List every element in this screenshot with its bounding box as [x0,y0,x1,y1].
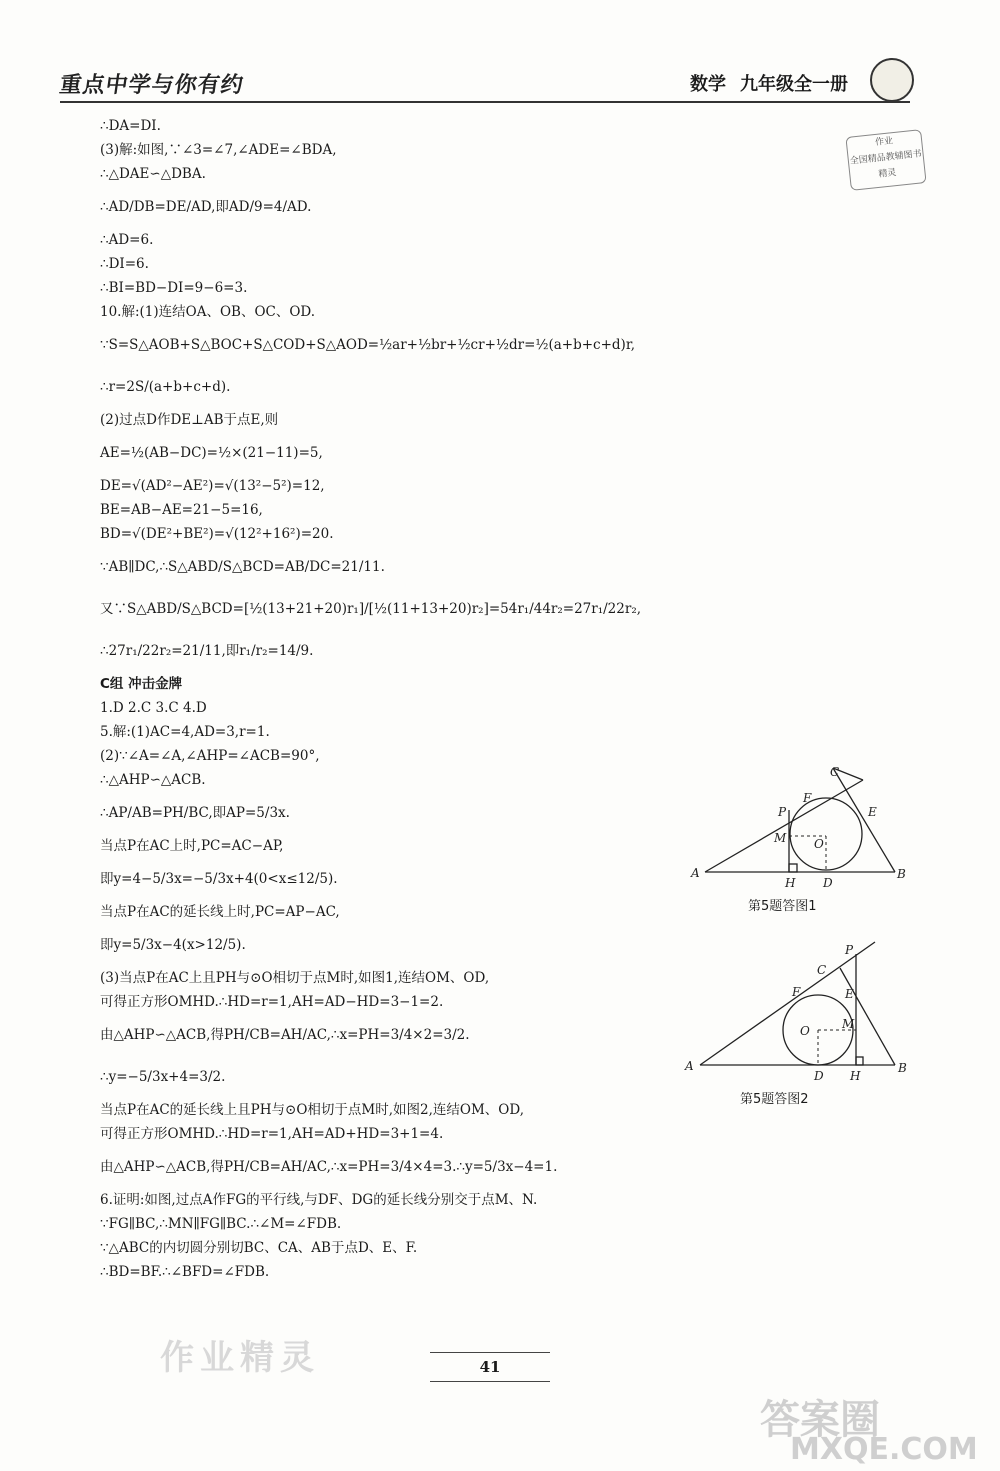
text-line: 当点P在AC的延长线上时,PC=AP−AC, [100,904,340,920]
text-line: 当点P在AC的延长线上且PH与⊙O相切于点M时,如图2,连结OM、OD, [100,1102,524,1118]
text-line: 1.D 2.C 3.C 4.D [100,700,207,716]
text-line: 可得正方形OMHD.∴HD=r=1,AH=AD+HD=3+1=4. [100,1126,444,1142]
fig2-label-P: P [845,943,854,957]
text-line: ∵FG∥BC,∴MN∥FG∥BC.∴∠M=∠FDB. [100,1216,342,1232]
text-line: 10.解:(1)连结OA、OB、OC、OD. [100,304,316,320]
stamp-line1: 作业 [874,136,894,149]
text-line: ∴AD=6. [100,232,154,248]
stamp-line3: 精灵 [877,168,897,180]
fig1-label-C: C [830,765,840,779]
line-CB [833,768,895,872]
book-brand-title: 重点中学与你有约 [57,73,246,98]
fig2-label-D: D [814,1069,824,1083]
fig2-label-E: E [845,987,854,1001]
text-line: 5.解:(1)AC=4,AD=3,r=1. [100,724,270,740]
header-divider [60,101,910,103]
text-line: 即y=5/3x−4(x>12/5). [100,937,246,953]
text-line: (3)解:如图,∵∠3=∠7,∠ADE=∠BDA, [100,142,337,158]
text-line: BE=AB−AE=21−5=16, [100,502,263,518]
text-line: ∴27r₁/22r₂=21/11,即r₁/r₂=14/9. [100,643,314,659]
watermark-site: MXQE.COM [790,1432,978,1467]
grade-label: 九年级全一册 [740,74,848,95]
text-line: ∴△DAE∽△DBA. [100,166,206,182]
text-line: AE=½(AB−DC)=½×(21−11)=5, [100,445,323,461]
fig2-label-B: B [898,1061,907,1075]
text-line: 由△AHP∽△ACB,得PH/CB=AH/AC,∴x=PH=3/4×4=3.∴y=5/3x−4=1. [100,1159,558,1175]
text-line: 又∵S△ABD/S△BCD=[½(13+21+20)r₁]/[½(11+13+20)r₂]=54r₁/44r₂=27r₁/22r₂, [100,601,642,617]
section-heading: C组 冲击金牌 [100,676,183,692]
text-line: (2)∵∠A=∠A,∠AHP=∠ACB=90°, [100,748,320,764]
text-line: ∴AP/AB=PH/BC,即AP=5/3x. [100,805,290,821]
text-line: 由△AHP∽△ACB,得PH/CB=AH/AC,∴x=PH=3/4×2=3/2. [100,1027,470,1043]
fig1-label-M: M [774,831,787,845]
fig2-label-A: A [685,1059,694,1073]
fig1-label-E: E [868,805,877,819]
fig1-label-P: P [778,805,787,819]
fig1-label-A: A [691,866,700,880]
figure-1-caption: 第5题答图1 [748,899,817,914]
text-line: 6.证明:如图,过点A作FG的平行线,与DF、DG的延长线分别交于点M、N. [100,1192,538,1208]
right-angle-mark [856,1057,863,1065]
text-line: BD=√(DE²+BE²)=√(12²+16²)=20. [100,526,334,542]
figure-5-answer-1 [685,760,915,895]
text-line: ∴y=−5/3x+4=3/2. [100,1069,226,1085]
text-line: 可得正方形OMHD.∴HD=r=1,AH=AD−HD=3−1=2. [100,994,444,1010]
figure-5-answer-2 [680,940,915,1085]
stamp-line2: 全国精品教辅图书 [849,149,923,167]
fig2-label-F: F [792,985,801,999]
fig1-label-D: D [823,876,833,890]
text-line: ∵△ABC的内切圆分别切BC、CA、AB于点D、E、F. [100,1240,418,1256]
incircle [790,798,862,870]
school-emblem-icon [870,58,914,102]
line-AC [705,780,863,872]
text-line: 当点P在AC上时,PC=AC−AP, [100,838,284,854]
right-angle-mark [789,864,797,872]
fig2-label-C: C [817,963,827,977]
watermark-answer-circle: 答案圈 [760,1397,880,1443]
fig1-label-H: H [785,876,796,890]
page-number: 41 [430,1352,550,1382]
fig2-label-H: H [850,1069,861,1083]
text-line: ∴BI=BD−DI=9−6=3. [100,280,248,296]
answer-text [100,114,720,1284]
text-line: (2)过点D作DE⊥AB于点E,则 [100,412,279,428]
text-line: (3)当点P在AC上且PH与⊙O相切于点M时,如图1,连结OM、OD, [100,970,490,986]
fig2-label-O: O [800,1024,810,1038]
text-line: ∴r=2S/(a+b+c+d). [100,379,231,395]
text-line: 即y=4−5/3x=−5/3x+4(0<x≤12/5). [100,871,338,887]
text-line: ∴AD/DB=DE/AD,即AD/9=4/AD. [100,199,312,215]
subject-label: 数学 [690,74,726,95]
text-line: ∴BD=BF.∴∠BFD=∠FDB. [100,1264,270,1280]
text-line: DE=√(AD²−AE²)=√(13²−5²)=12, [100,478,325,494]
page-header [57,62,940,102]
text-line: ∴DA=DI. [100,118,161,134]
text-line: ∵S=S△AOB+S△BOC+S△COD+S△AOD=½ar+½br+½cr+½dr=½(a+b+c+d)r, [100,337,636,353]
text-line: ∵AB∥DC,∴S△ABD/S△BCD=AB/DC=21/11. [100,559,385,575]
fig1-label-O: O [814,837,824,851]
figure-2-caption: 第5题答图2 [740,1092,809,1107]
stamp-logo [845,129,926,191]
text-line: ∴DI=6. [100,256,149,272]
fig2-label-M: M [842,1017,855,1031]
watermark-bottom-left: 作业精灵 [160,1338,320,1378]
fig1-label-F: F [803,791,812,805]
text-line: ∴△AHP∽△ACB. [100,772,206,788]
fig1-label-B: B [897,867,906,881]
